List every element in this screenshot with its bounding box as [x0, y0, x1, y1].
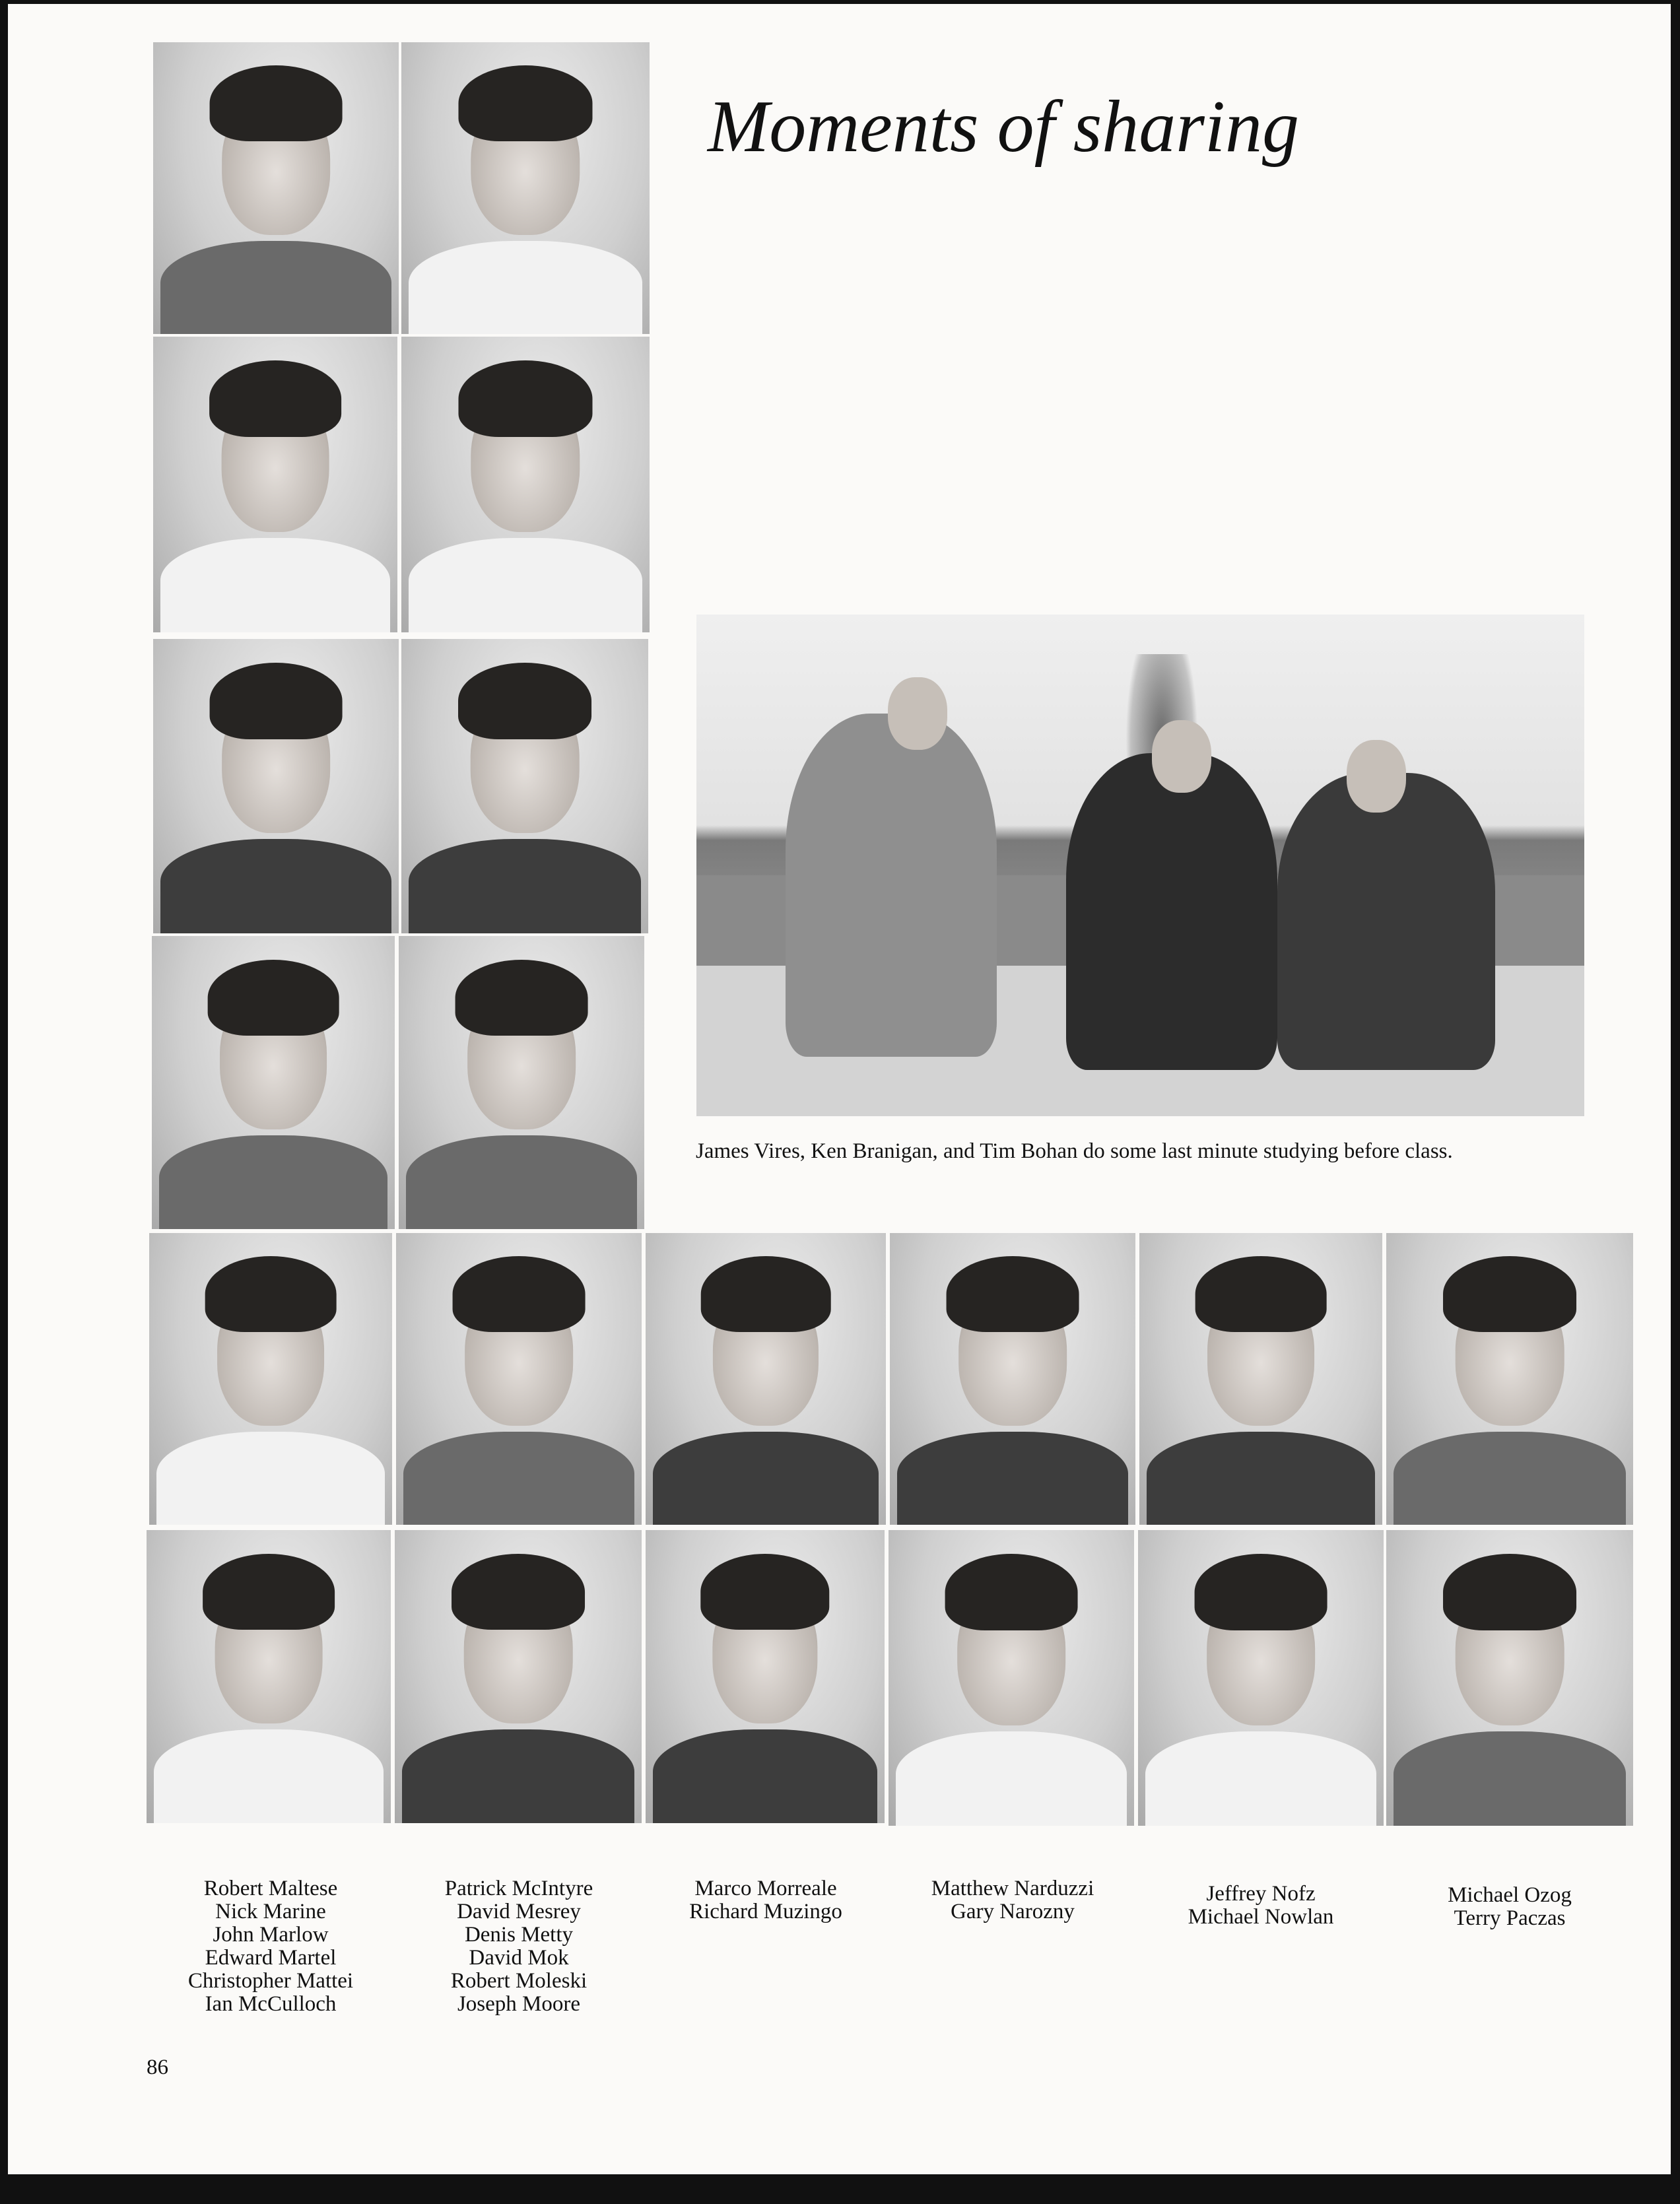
student-portrait [396, 1233, 642, 1525]
student-portrait [152, 936, 395, 1229]
student-name: Patrick McIntyre [444, 1877, 593, 1900]
student-name: Robert Maltese [203, 1877, 338, 1900]
student-name: Joseph Moore [457, 1992, 581, 2016]
student-portrait [395, 1530, 642, 1823]
page-number: 86 [147, 2055, 168, 2079]
name-list [646, 1877, 886, 1923]
student-portrait [149, 1233, 392, 1525]
student-name: Matthew Narduzzi [931, 1877, 1094, 1900]
student-portrait [401, 42, 650, 334]
student-portrait [889, 1530, 1134, 1826]
student-portrait [153, 639, 399, 933]
student-portrait [1386, 1530, 1633, 1826]
student-portrait [153, 42, 399, 334]
student-portrait [1139, 1233, 1382, 1525]
student-name: Christopher Mattei [187, 1969, 354, 1993]
name-list [1139, 1883, 1382, 1929]
student-name: Michael Nowlan [1188, 1905, 1334, 1929]
student-portrait [1386, 1233, 1633, 1525]
name-list [149, 1877, 392, 2016]
student-portrait [399, 936, 644, 1229]
name-list [396, 1877, 642, 2016]
student-name: Terry Paczas [1454, 1906, 1566, 1930]
student-name: Edward Martel [205, 1946, 337, 1970]
student-portrait [147, 1530, 391, 1823]
student-portrait [401, 337, 650, 632]
name-list [890, 1877, 1135, 1923]
student-name: Ian McCulloch [205, 1992, 337, 2016]
student-portrait [646, 1233, 886, 1525]
group-studying-photo [696, 615, 1584, 1116]
student-name: Robert Moleski [450, 1969, 588, 1993]
student-portrait [401, 639, 648, 933]
student-name: John Marlow [213, 1923, 329, 1947]
student-name: David Mesrey [457, 1900, 581, 1923]
page-title: Moments of sharing [708, 86, 1299, 168]
name-list [1386, 1884, 1633, 1930]
student-portrait [646, 1530, 885, 1823]
student-portrait [890, 1233, 1135, 1525]
student-name: Jeffrey Nofz [1206, 1882, 1316, 1906]
student-name: Michael Ozog [1448, 1883, 1572, 1907]
student-portrait [1138, 1530, 1384, 1826]
student-name: Nick Marine [215, 1900, 326, 1923]
student-name: David Mok [469, 1946, 569, 1970]
photo-caption: James Vires, Ken Branigan, and Tim Bohan do some last minute studying before class. [696, 1139, 1453, 1163]
yearbook-page [8, 4, 1671, 2174]
student-name: Gary Narozny [951, 1900, 1075, 1923]
student-name: Richard Muzingo [689, 1900, 842, 1923]
student-name: Denis Metty [464, 1923, 574, 1947]
student-portrait [153, 337, 397, 632]
student-name: Marco Morreale [694, 1877, 837, 1900]
